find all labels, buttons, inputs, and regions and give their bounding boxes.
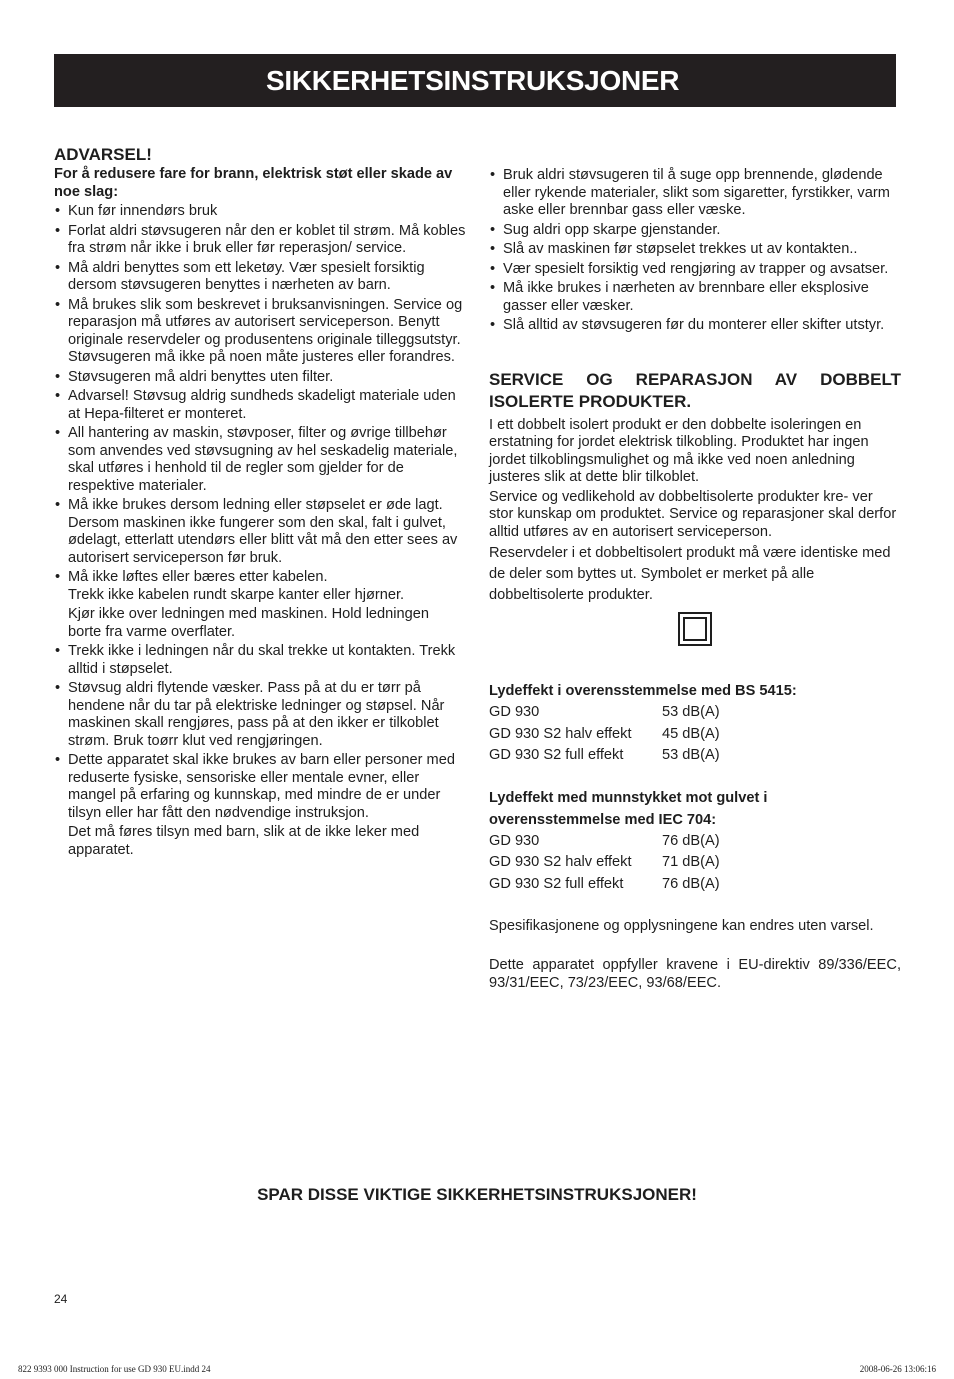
list-item: • Støvsug aldri flytende væsker. Pass på at du er tørr på hendene når du tar på elektriske ledninger og støpsel. Når maskinen skall rengjøres, pass på at den ikker er tilkoblet strøm. Bruk toørr klut ved rengjøringen.: [54, 680, 466, 750]
sound-heading-iec704-line1: Lydeffekt med munnstykket mot gulvet i: [489, 789, 768, 806]
list-item: [54, 752, 466, 859]
list-item: • Støvsugeren må aldri benyttes uten filter.: [54, 369, 466, 387]
table-row: [489, 724, 720, 746]
list-item: [54, 569, 466, 641]
list-item: • Slå alltid av støvsugeren før du monterer eller skifter utstyr.: [489, 317, 901, 335]
list-item: • Kun før innendørs bruk: [54, 203, 466, 221]
save-instructions-footer: SPAR DISSE VIKTIGE SIKKERHETSINSTRUKSJONER!: [257, 1185, 697, 1204]
page-number: 24: [54, 1292, 68, 1306]
value-cell: 76 dB(A): [662, 875, 720, 892]
left-column: [54, 144, 466, 861]
value-cell: 53 dB(A): [662, 747, 720, 763]
warning-lead: For å redusere fare for brann, elektrisk støt eller skade av noe slag:: [54, 166, 453, 200]
print-info-timestamp: 2008-06-26 13:06:16: [859, 1364, 936, 1374]
model-cell: GD 930 S2 full effekt: [489, 875, 624, 892]
eu-directive-note: Dette apparatet oppfyller kravene i EU-direktiv 89/336/EEC, 93/31/EEC, 73/23/EEC, 93/68/EEC.: [489, 957, 901, 991]
model-cell: GD 930: [489, 704, 540, 720]
page-title: SIKKERHETSINSTRUKSJONER: [266, 64, 680, 96]
warning-list: [54, 203, 466, 859]
print-info-file: 822 9393 000 Instruction for use GD 930 EU.indd 24: [18, 1364, 211, 1374]
title-bar: [54, 54, 896, 107]
model-cell: GD 930 S2 halv effekt: [489, 854, 632, 870]
table-row: [489, 702, 720, 724]
spec-change-note: Spesifikasjonene og opplysningene kan endres uten varsel.: [489, 918, 874, 934]
list-item: • Advarsel! Støvsug aldrig sundheds skadeligt materiale uden at Hepa-filteret er monteret.: [54, 388, 466, 423]
double-insulation-symbol: [489, 612, 901, 646]
table-row: [489, 874, 720, 896]
list-item: • Må brukes slik som beskrevet i bruksanvisningen. Service og reparasjon må utføres av autorisert serviceperson. Benytt originale reservdeler og produsentens originale tilleggsutstyr. Støvsugeren må ikke på noen måte justeres eller forandres.: [54, 297, 466, 367]
service-heading: SERVICE OG REPARASJON AV DOBBELT ISOLERTE PRODUKTER.: [489, 369, 901, 411]
sound-heading-bs5415: Lydeffekt i overensstemmelse med BS 5415:: [489, 683, 797, 699]
warning-list-continued: [489, 167, 901, 335]
list-item-text: Trekk ikke kabelen rundt skarpe kanter eller hjørner.: [68, 586, 405, 603]
table-row: [489, 745, 720, 767]
list-item: • Slå av maskinen før støpselet trekkes ut av kontakten..: [489, 241, 901, 259]
list-item-text: • Dette apparatet skal ikke brukes av barn eller personer med reduserte fysiske, sensoriske eller mentale evner, eller mangel på erfaring og kunnskap, med mindre de er under tilsyn eller har fått den nødvendige instruksjon.: [68, 752, 455, 821]
list-item: • Sug aldri opp skarpe gjenstander.: [489, 222, 901, 240]
model-cell: GD 930: [489, 832, 540, 849]
service-paragraph: Service og vedlikehold av dobbeltisolerte produkter kre- ver stor kunskap om produktet. Service og reparasjoner skal derfor alltid utføres av en autorisert serviceperson.: [489, 488, 897, 540]
value-cell: 53 dB(A): [662, 704, 720, 720]
list-item-text: Kjør ikke over ledningen med maskinen. Hold ledningen borte fra varme overflater.: [68, 606, 429, 640]
list-item: • Trekk ikke i ledningen når du skal trekke ut kontakten. Trekk alltid i støpselet.: [54, 643, 466, 678]
sound-table-bs5415: [489, 702, 720, 767]
value-cell: 71 dB(A): [662, 854, 720, 870]
table-row: [489, 852, 720, 874]
list-item: • Må aldri benyttes som ett leketøy. Vær spesielt forsiktig dersom støvsugeren benyttes i nærheten av barn.: [54, 260, 466, 295]
model-cell: GD 930 S2 full effekt: [489, 747, 624, 763]
list-item-text: Det må føres tilsyn med barn, slik at de ikke leker med apparatet.: [68, 824, 420, 858]
list-item: • Vær spesielt forsiktig ved rengjøring av trapper og avsatser.: [489, 261, 901, 279]
value-cell: 45 dB(A): [662, 725, 720, 742]
service-paragraph: I ett dobbelt isolert produkt er den dobbelte isoleringen en erstatning for jordet elektrisk tilkobling. Produktet har ingen jordet tilkoblingsmulighet og må ikke ved noen anledning justeres slik at dette blir tilkoblet.: [489, 416, 869, 485]
list-item: • Forlat aldri støvsugeren når den er koblet til strøm. Må kobles fra strøm når ikke i bruk eller før reperasjon/ service.: [54, 223, 466, 258]
list-item: • Bruk aldri støvsugeren til å suge opp brennende, glødende eller rykende materialer, slikt som sigaretter, fyrstikker, varm aske eller brennbar gass eller væske.: [489, 167, 901, 220]
sound-heading-iec704-line2: overensstemmelse med IEC 704:: [489, 811, 717, 828]
model-cell: GD 930 S2 halv effekt: [489, 725, 632, 742]
warning-heading: ADVARSEL!: [54, 145, 152, 164]
service-paragraph: Reservdeler i et dobbeltisolert produkt må være identiske med de deler som byttes ut. Symbolet er merket på alle dobbeltisolerte produkter.: [489, 545, 891, 603]
right-column: [489, 167, 901, 992]
table-row: [489, 831, 720, 853]
list-item: • Må ikke brukes i nærheten av brennbare eller eksplosive gasser eller væsker.: [489, 280, 901, 315]
list-item-text: • Må ikke løftes eller bæres etter kabelen.: [68, 569, 328, 585]
value-cell: 76 dB(A): [662, 832, 720, 849]
list-item: • Må ikke brukes dersom ledning eller støpselet er øde lagt. Dersom maskinen ikke fungerer som den skal, falt i gulvet, ødelagt, etterlatt utendørs eller blitt våt må den etter sees av autorisert serviceperson før bruk.: [54, 497, 466, 567]
double-square-icon: [678, 612, 712, 646]
sound-table-iec704: [489, 831, 720, 896]
list-item: • All hantering av maskin, støvposer, filter og øvrige tillbehør som anvendes ved støvsugning av hel seskadelig materiale, skal utføres i henhold til de regler som gjelder for de respektive materialer.: [54, 425, 466, 495]
